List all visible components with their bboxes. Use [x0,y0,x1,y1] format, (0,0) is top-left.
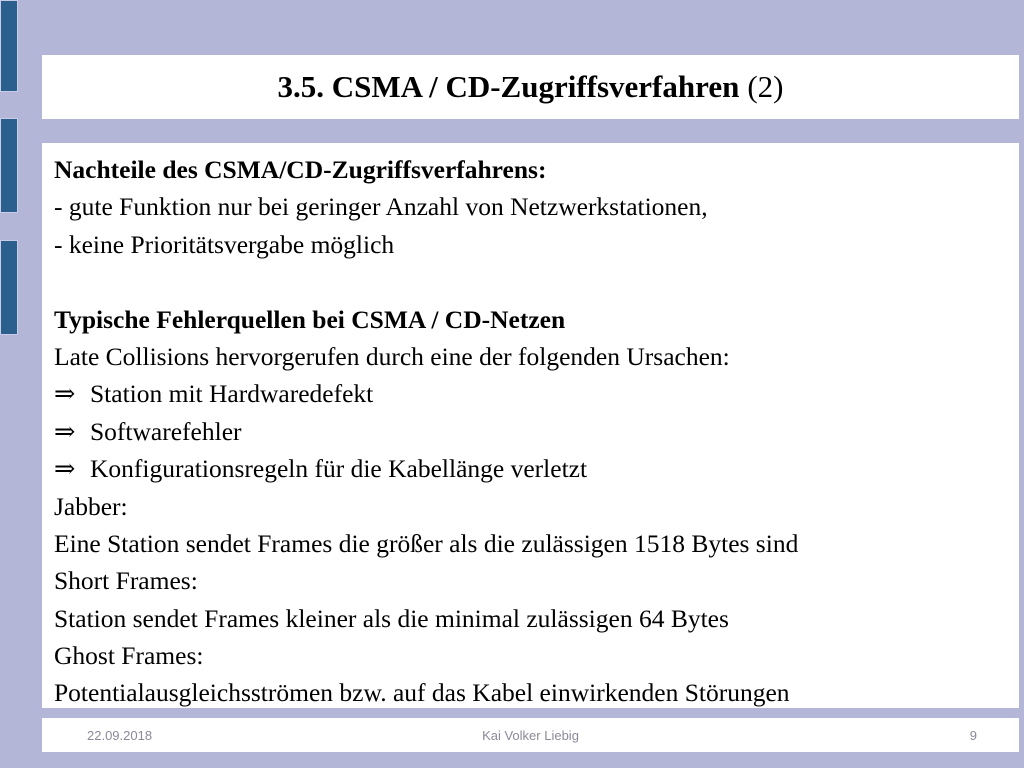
content-line [54,188,1019,225]
content-line-text: Potentialausgleichsströmen bzw. auf das Kabel einwirkenden Störungen [54,678,790,708]
content-line-text: - gute Funktion nur bei geringer Anzahl von Netzwerkstationen, [54,192,708,222]
content-line-text: Short Frames: [54,566,198,596]
content-line-text: Konfigurationsregeln für die Kabellänge verletzt [90,454,588,484]
slide-title [42,55,1019,119]
content-line-text: Late Collisions hervorgerufen durch eine der folgenden Ursachen: [54,341,730,371]
content-line-text: Nachteile des CSMA/CD-Zugriffsverfahrens: [54,155,547,184]
slide-title-suffix: (2) [747,69,784,104]
content-line [54,562,1019,599]
content-line-text: Eine Station sendet Frames die größer als die zulässigen 1518 Bytes sind [54,528,799,558]
content-line [54,488,1019,525]
content-line [54,151,1019,188]
content-line [54,525,1019,562]
content-line [54,263,1019,300]
content-line [54,301,1019,338]
content-line [54,600,1019,637]
arrow-bullet-line [54,413,1019,450]
content-line-text: Softwarefehler [90,416,242,446]
content-line-text: Station mit Hardwaredefekt [90,379,374,409]
slide-footer [42,718,1019,752]
content-line-text: Ghost Frames: [54,641,204,671]
arrow-bullet-line [54,450,1019,487]
content-line-text: Jabber: [54,491,128,521]
content-line-text: - keine Prioritätsvergabe möglich [54,229,395,259]
content-line-text: Station sendet Frames kleiner als die minimal zulässigen 64 Bytes [54,603,729,633]
decorative-side-bar [0,118,18,213]
implies-arrow-icon: ⇒ [54,416,76,446]
footer-date: 22.09.2018 [87,728,153,743]
decorative-side-bar [0,240,18,335]
content-line [54,226,1019,263]
content-line [54,338,1019,375]
implies-arrow-icon: ⇒ [54,454,76,484]
content-line [54,674,1019,711]
slide-content [42,143,1019,708]
content-line-text: Typische Fehlerquellen bei CSMA / CD-Netzen [54,304,566,334]
content-line [54,637,1019,674]
arrow-bullet-line [54,375,1019,412]
footer-page-number: 9 [969,728,977,743]
decorative-side-bar [0,0,18,92]
footer-author: Kai Volker Liebig [482,728,579,743]
implies-arrow-icon: ⇒ [54,379,76,409]
slide-title-main: 3.5. CSMA / CD-Zugriffsverfahren [277,69,740,104]
